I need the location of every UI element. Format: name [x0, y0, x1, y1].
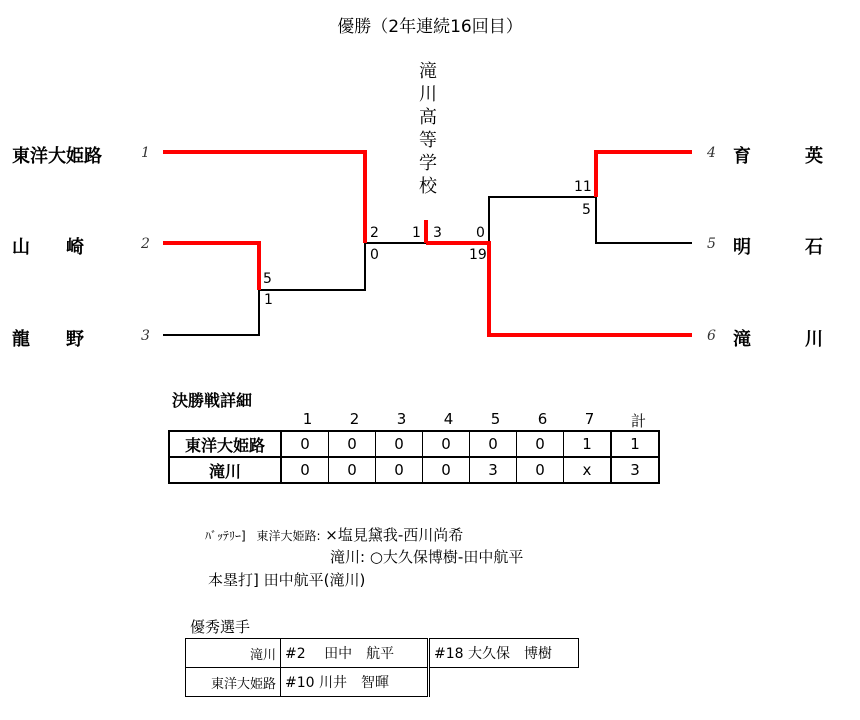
battery-team-2: 滝川:	[330, 548, 366, 566]
homerun-text: 田中航平(滝川)	[263, 571, 366, 589]
linescore-cell: 0	[376, 431, 423, 457]
score-akashi: 5	[582, 202, 591, 218]
inning-header: 2	[349, 410, 360, 428]
table-row	[186, 668, 579, 697]
bracket-line-semi-right-top	[489, 197, 596, 243]
linescore-total: 1	[611, 431, 659, 457]
score-semi-left-bottom: 0	[370, 247, 379, 263]
battery-team-1: 東洋大姫路:	[256, 529, 321, 543]
table-row	[186, 639, 579, 668]
bracket-line-akashi	[596, 197, 692, 243]
score-semi-right-top: 0	[476, 225, 485, 241]
mvp-title: 優秀選手	[190, 618, 251, 636]
inning-header: 7	[584, 410, 595, 428]
score-semi-left-top: 2	[370, 225, 379, 241]
battery-line-1	[205, 524, 463, 545]
score-tatsuno: 1	[264, 292, 273, 308]
team-left-1: 東洋大姫路	[12, 146, 102, 167]
linescore-table	[168, 430, 660, 484]
bracket-line-semi-left-bottom	[259, 243, 365, 290]
champion-char: 校	[419, 176, 437, 197]
linescore-cell: x	[564, 457, 612, 483]
team-left-2: 山 崎	[12, 237, 84, 258]
linescore-cell: 3	[470, 457, 517, 483]
battery-line-2	[330, 546, 523, 567]
mvp-player: #10 川井 智暉	[281, 668, 429, 697]
linescore-total: 3	[611, 457, 659, 483]
seed-right-5: 5	[707, 236, 716, 252]
bracket-line-tatsuno	[163, 290, 259, 335]
linescore-cell: 0	[517, 431, 564, 457]
champion-char: 高	[419, 107, 437, 128]
linescore-team: 滝川	[169, 457, 281, 483]
champion-char: 等	[419, 130, 437, 151]
champion-char: 滝	[419, 61, 437, 82]
seed-left-1: 1	[141, 145, 150, 161]
mvp-table	[185, 638, 579, 697]
bracket-line-toyo	[163, 152, 365, 243]
mvp-player: #18 大久保 博樹	[429, 639, 579, 668]
linescore-cell: 0	[517, 457, 564, 483]
bracket-line-yamasaki	[163, 243, 259, 290]
team-left-3: 龍 野	[12, 329, 84, 350]
score-ikuei: 11	[574, 179, 592, 195]
linescore-cell: 0	[376, 457, 423, 483]
mvp-team: 滝川	[186, 639, 281, 668]
inning-header: 5	[490, 410, 501, 428]
linescore-cell: 0	[423, 431, 470, 457]
battery-text-2: ○大久保博樹‐田中航平	[369, 548, 524, 566]
score-final-toyo: 1	[412, 225, 421, 241]
page-title: 優勝（2年連続16回目）	[337, 17, 523, 37]
champion-char: 学	[419, 153, 437, 174]
homerun-line	[208, 569, 365, 590]
linescore-cell: 0	[281, 431, 329, 457]
inning-header: 3	[396, 410, 407, 428]
score-final-takigawa: 3	[433, 225, 442, 241]
detail-title: 決勝戦詳細	[172, 391, 253, 410]
linescore-cell: 1	[564, 431, 612, 457]
table-row	[169, 431, 659, 457]
seed-right-4: 4	[707, 145, 716, 161]
mvp-player: #2 田中 航平	[281, 639, 429, 668]
champion-char: 川	[419, 84, 437, 105]
bracket-line-ikuei	[596, 152, 692, 197]
inning-header: 1	[302, 410, 313, 428]
bracket-line-takigawa	[426, 243, 692, 335]
seed-left-2: 2	[141, 236, 150, 252]
homerun-label: 本塁打]	[208, 571, 259, 589]
score-yamasaki: 5	[263, 271, 272, 287]
linescore-cell: 0	[329, 457, 376, 483]
inning-header: 4	[443, 410, 454, 428]
battery-text-1: ×塩見黛我‐西川尚希	[325, 526, 464, 544]
table-row	[169, 457, 659, 483]
team-right-4: 育 英	[733, 146, 823, 167]
battery-label: ﾊﾞｯﾃﾘｰ]	[205, 529, 246, 543]
team-right-6: 滝 川	[733, 329, 823, 350]
total-header: 計	[630, 412, 646, 430]
mvp-empty-cell	[429, 668, 579, 697]
linescore-cell: 0	[423, 457, 470, 483]
linescore-cell: 0	[329, 431, 376, 457]
linescore-cell: 0	[470, 431, 517, 457]
score-semi-right-bottom: 19	[469, 247, 487, 263]
seed-right-6: 6	[707, 328, 716, 344]
linescore-team: 東洋大姫路	[169, 431, 281, 457]
inning-header: 6	[537, 410, 548, 428]
seed-left-3: 3	[141, 328, 150, 344]
mvp-team: 東洋大姫路	[186, 668, 281, 697]
team-right-5: 明 石	[733, 237, 823, 258]
linescore-cell: 0	[281, 457, 329, 483]
